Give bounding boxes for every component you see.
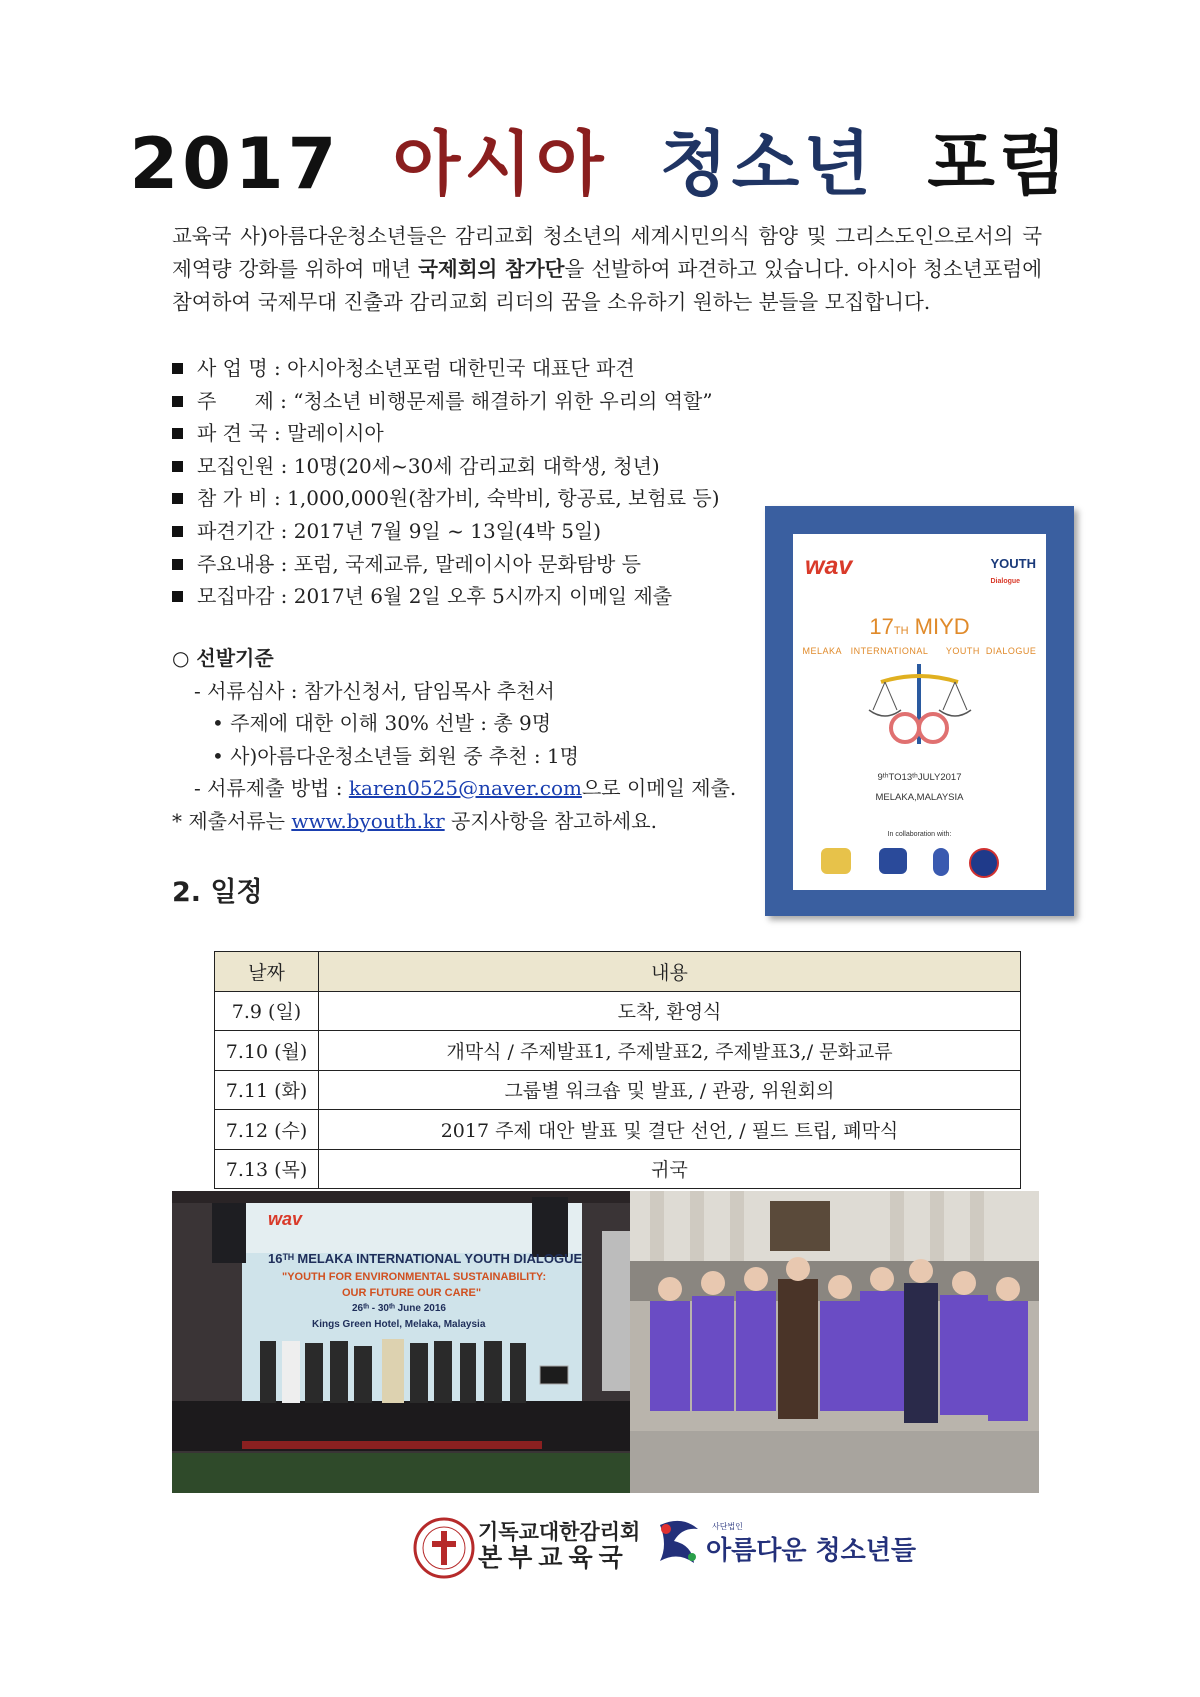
criteria-item: • 사)아름다운청소년들 회원 중 추천 : 1명 xyxy=(212,743,580,768)
scales-handcuffs-icon xyxy=(863,660,976,750)
poster-collab: In collaboration with: xyxy=(887,831,952,838)
bullet-square xyxy=(172,363,183,374)
bullet-square xyxy=(172,396,183,407)
poster-miyd: MIYD xyxy=(908,614,970,639)
info-row: 모집마감 : 2017년 6월 2일 오후 5시까지 이메일 제출 xyxy=(172,580,772,613)
info-label: 파견기간 xyxy=(197,518,275,543)
cell-content: 귀국 xyxy=(319,1149,1021,1189)
youth-logo-text: YOUTH xyxy=(990,556,1036,571)
info-row: 사 업 명 : 아시아청소년포럼 대한민국 대표단 파견 xyxy=(172,352,772,385)
bullet-square xyxy=(172,526,183,537)
info-label: 주 제 xyxy=(197,388,274,413)
info-label: 주요내용 xyxy=(197,551,275,576)
selection-heading: ○ 선발기준 xyxy=(172,646,274,670)
event-poster xyxy=(765,506,1074,916)
table-row xyxy=(215,1110,1021,1150)
cell-date: 7.13 (목) xyxy=(215,1149,319,1189)
table-row xyxy=(215,1149,1021,1189)
beautiful-youth-logo-text: 아름다운 청소년들 xyxy=(706,1536,916,1566)
poster-num: 17 xyxy=(869,614,894,639)
section-heading-schedule: 2. 일정 xyxy=(172,877,263,908)
info-value: 2017년 7월 9일 ~ 13일(4박 5일) xyxy=(293,518,602,543)
kmc-education-logo-icon xyxy=(413,1517,475,1579)
info-label: 파 견 국 xyxy=(197,421,268,446)
submit-suffix: 으로 이메일 제출. xyxy=(581,776,737,800)
cell-content: 개막식 / 주제발표1, 주제발표2, 주제발표3,/ 문화교류 xyxy=(319,1031,1021,1071)
info-value: 말레이시아 xyxy=(287,421,384,446)
cell-date: 7.12 (수) xyxy=(215,1110,319,1150)
cell-content: 도착, 환영식 xyxy=(319,991,1021,1031)
cell-date: 7.10 (월) xyxy=(215,1031,319,1071)
bullet-square xyxy=(172,559,183,570)
info-row: 파견기간 : 2017년 7월 9일 ~ 13일(4박 5일) xyxy=(172,515,772,548)
conference-photo xyxy=(172,1191,630,1493)
bullet-square xyxy=(172,591,183,602)
table-header-row xyxy=(215,952,1021,992)
bullet-square xyxy=(172,493,183,504)
info-label: 참 가 비 xyxy=(197,486,268,511)
poster-title xyxy=(793,614,1046,640)
note-line xyxy=(172,805,792,838)
cell-date: 7.9 (일) xyxy=(215,991,319,1031)
crest-icon xyxy=(821,848,851,874)
info-list xyxy=(172,352,772,613)
title-asia: 아시아 xyxy=(392,123,608,205)
intro-text-1: 교육국 사)아름다운청소년들은 감리교회 청소년의 세계시민의식 함양 및 그리스도인으로서의 국제역량 강화를 위하여 매년 xyxy=(172,224,1042,281)
info-row: 모집인원 : 10명(20세~30세 감리교회 대학생, 청년) xyxy=(172,450,772,483)
header-date: 날짜 xyxy=(215,952,319,992)
banner-line4: 26ᵗʰ - 30ᵗʰ June 2016 xyxy=(352,1303,446,1314)
youth-dialogue-logo xyxy=(991,556,1037,586)
submit-method xyxy=(172,772,792,805)
criteria-item: • 주제에 대한 이해 30% 선발 : 총 9명 xyxy=(212,711,552,735)
poster-inner xyxy=(793,534,1046,890)
org1-line2: 본부교육국 xyxy=(478,1543,629,1572)
bullet-square xyxy=(172,428,183,439)
schedule-table xyxy=(214,951,1021,1189)
page-title xyxy=(0,108,1200,209)
submit-prefix: - 서류제출 방법 : xyxy=(194,776,349,800)
group-photo xyxy=(630,1191,1039,1493)
note-suffix: 공지사항을 참고하세요. xyxy=(444,808,657,833)
poster-subtitle: MELAKA INTERNATIONAL YOUTH DIALOGUE xyxy=(802,646,1037,656)
group-photo-art xyxy=(630,1191,1039,1493)
info-label: 모집마감 xyxy=(197,584,275,609)
table-row xyxy=(215,1070,1021,1110)
poster-dates: 9ᵗʰTO13ᵗʰJULY2017 xyxy=(877,772,962,783)
banner-line5: Kings Green Hotel, Melaka, Malaysia xyxy=(312,1319,486,1330)
banner-line1: 16ᵀᴴ MELAKA INTERNATIONAL YOUTH DIALOGUE xyxy=(268,1251,583,1266)
email-link[interactable]: karen0525@naver.com xyxy=(348,776,582,800)
kmc-education-logo-text xyxy=(478,1519,640,1571)
info-value: 1,000,000원(참가비, 숙박비, 항공료, 보험료 등) xyxy=(287,486,720,511)
conference-photo-art xyxy=(172,1191,630,1493)
title-year: 2017 xyxy=(129,123,341,205)
title-forum: 포럼 xyxy=(927,123,1071,205)
title-youth: 청소년 xyxy=(659,123,875,205)
info-row: 참 가 비 : 1,000,000원(참가비, 숙박비, 항공료, 보험료 등) xyxy=(172,482,772,515)
intro-paragraph xyxy=(172,220,1042,319)
banner-logo: wav xyxy=(268,1209,303,1229)
cell-content: 2017 주제 대안 발표 및 결단 선언, / 필드 트립, 폐막식 xyxy=(319,1110,1021,1150)
header-content: 내용 xyxy=(319,952,1021,992)
poster-place: MELAKA,MALAYSIA xyxy=(875,792,964,803)
info-label: 모집인원 xyxy=(197,453,275,478)
document-review: - 서류심사 : 참가신청서, 담임목사 추천서 xyxy=(194,678,555,703)
info-value: 2017년 6월 2일 오후 5시까지 이메일 제출 xyxy=(293,584,673,609)
website-link[interactable]: www.byouth.kr xyxy=(291,808,445,833)
info-value: 10명(20세~30세 감리교회 대학생, 청년) xyxy=(293,453,660,478)
banner-line2: "YOUTH FOR ENVIRONMENTAL SUSTAINABILITY: xyxy=(282,1271,547,1283)
partner-logos xyxy=(821,848,1021,878)
cell-date: 7.11 (화) xyxy=(215,1070,319,1110)
table-row xyxy=(215,1031,1021,1071)
beautiful-youth-logo-icon xyxy=(652,1515,704,1569)
table-row xyxy=(215,991,1021,1031)
bullet-square xyxy=(172,461,183,472)
selection-criteria xyxy=(172,642,792,837)
info-row: 주 제 : “청소년 비행문제를 해결하기 위한 우리의 역할” xyxy=(172,385,772,418)
intro-bold: 국제회의 참가단 xyxy=(418,257,565,281)
poster-sup: TH xyxy=(893,625,909,637)
intro-text-2: 을 선발하여 파견하고 있습니다. 아시아 청소년포럼에 참여하여 국제무대 진출과 감리교회 리더의 꿈을 소유하기 원하는 분들을 모집합니다. xyxy=(172,257,1042,314)
seal-icon xyxy=(969,848,999,878)
info-value: “청소년 비행문제를 해결하기 위한 우리의 역할” xyxy=(293,388,713,413)
org2-small-label: 사단법인 xyxy=(712,1522,743,1531)
youth-logo-sub: Dialogue xyxy=(990,578,1021,585)
info-value: 포럼, 국제교류, 말레이시아 문화탐방 등 xyxy=(293,551,641,576)
cell-content: 그룹별 워크숍 및 발표, / 관광, 위원회의 xyxy=(319,1070,1021,1110)
crest-icon xyxy=(879,848,907,874)
info-row: 주요내용 : 포럼, 국제교류, 말레이시아 문화탐방 등 xyxy=(172,548,772,581)
ribbon-icon xyxy=(933,848,949,876)
org1-line1: 기독교대한감리회 xyxy=(478,1520,641,1544)
info-value: 아시아청소년포럼 대한민국 대표단 파견 xyxy=(287,356,635,380)
info-row: 파 견 국 : 말레이시아 xyxy=(172,417,772,450)
wav-logo: wav xyxy=(805,552,853,580)
info-label: 사 업 명 xyxy=(197,356,268,380)
banner-line3: OUR FUTURE OUR CARE" xyxy=(342,1287,482,1299)
note-prefix: * 제출서류는 xyxy=(172,808,292,833)
